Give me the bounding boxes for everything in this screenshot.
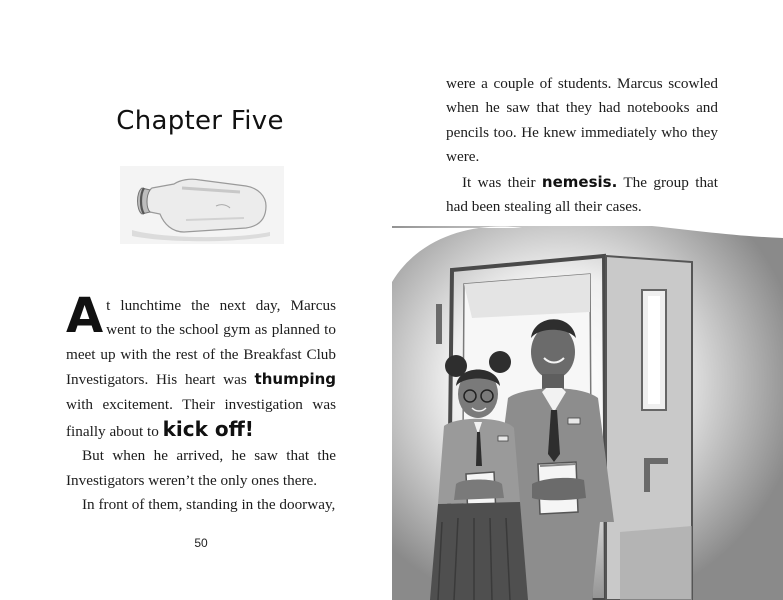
paragraph — [66, 288, 336, 444]
students-in-doorway-illustration — [392, 222, 783, 600]
paragraph: But when he arrived, he saw that the Investigators weren’t the only ones there. — [66, 447, 336, 489]
page-number: 50 — [194, 536, 208, 550]
paragraph: In front of them, standing in the doorway, — [82, 496, 336, 514]
paragraph-text: The group that had been stealing all their cases. — [446, 173, 719, 216]
paragraph-text: t lunchtime the next day, Marcus went to the school gym as planned to meet up with the rest of the Breakfast Club Investigators. His heart was — [66, 297, 336, 389]
emphasis-phrase: kick off! — [162, 417, 254, 442]
paragraph-text: with excitement. Their investigation was finally about to — [66, 395, 336, 441]
emphasis-word: thumping — [254, 370, 336, 389]
paragraph: were a couple of students. Marcus scowled when he saw that they had notebooks and pencils too. He knew immediately who they were. — [446, 75, 718, 166]
right-page — [392, 0, 783, 600]
right-body-text — [446, 72, 718, 219]
paragraph — [446, 170, 718, 220]
emphasis-word: nemesis. — [541, 172, 618, 191]
bottle-icon — [120, 166, 284, 244]
drop-cap: A — [66, 288, 104, 344]
chapter-title: Chapter Five — [116, 106, 284, 136]
left-body-text — [66, 288, 336, 518]
paragraph-text: It was their — [462, 173, 542, 191]
